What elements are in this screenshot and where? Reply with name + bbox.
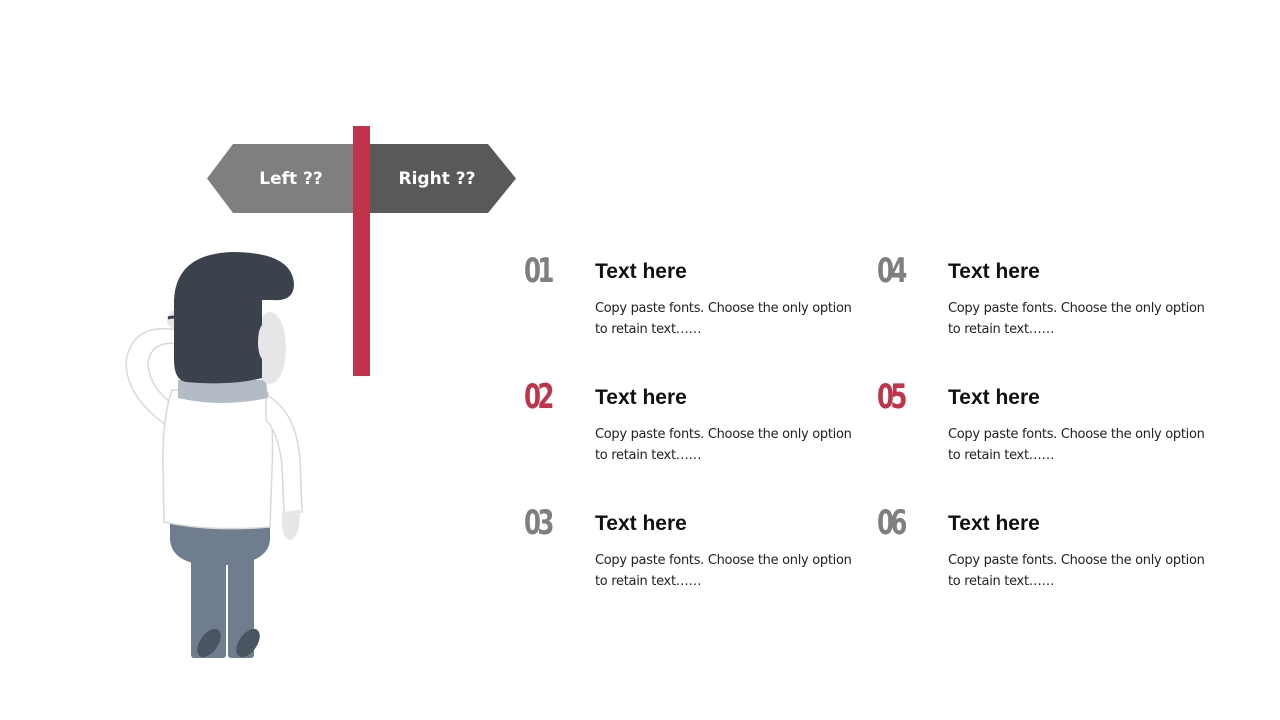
item-description: Copy paste fonts. Choose the only option to retain text…… — [595, 301, 852, 337]
item-title: Text here — [948, 512, 1040, 535]
signpost-pole — [353, 126, 370, 376]
item-number: 02 — [524, 377, 551, 417]
item-description: Copy paste fonts. Choose the only option to retain text…… — [595, 553, 852, 589]
item-title: Text here — [948, 260, 1040, 283]
item-description: Copy paste fonts. Choose the only option to retain text…… — [948, 553, 1205, 589]
left-sign-label: Left ?? — [259, 169, 323, 189]
person-signpost-illustration — [0, 0, 540, 720]
item-description: Copy paste fonts. Choose the only option to retain text…… — [948, 301, 1205, 337]
item-description: Copy paste fonts. Choose the only option to retain text…… — [948, 427, 1205, 463]
right-sign-label: Right ?? — [398, 169, 476, 189]
item-number: 04 — [877, 251, 904, 291]
item-number: 01 — [524, 251, 551, 291]
item-description: Copy paste fonts. Choose the only option to retain text…… — [595, 427, 852, 463]
shirt — [163, 390, 273, 529]
item-title: Text here — [595, 512, 687, 535]
item-title: Text here — [595, 386, 687, 409]
list-item-02 — [524, 377, 852, 490]
thinking-person — [126, 252, 302, 661]
item-number: 03 — [524, 503, 551, 543]
collar — [178, 380, 268, 403]
right-hand — [282, 510, 300, 540]
item-number: 05 — [877, 377, 904, 417]
list-item-01 — [524, 251, 852, 364]
item-number: 06 — [877, 503, 904, 543]
list-item-05 — [877, 377, 1205, 490]
item-title: Text here — [595, 260, 687, 283]
list-item-06 — [877, 503, 1205, 616]
list-item-03 — [524, 503, 852, 616]
item-title: Text here — [948, 386, 1040, 409]
list-item-04 — [877, 251, 1205, 364]
inner-ear-detail — [258, 324, 270, 360]
